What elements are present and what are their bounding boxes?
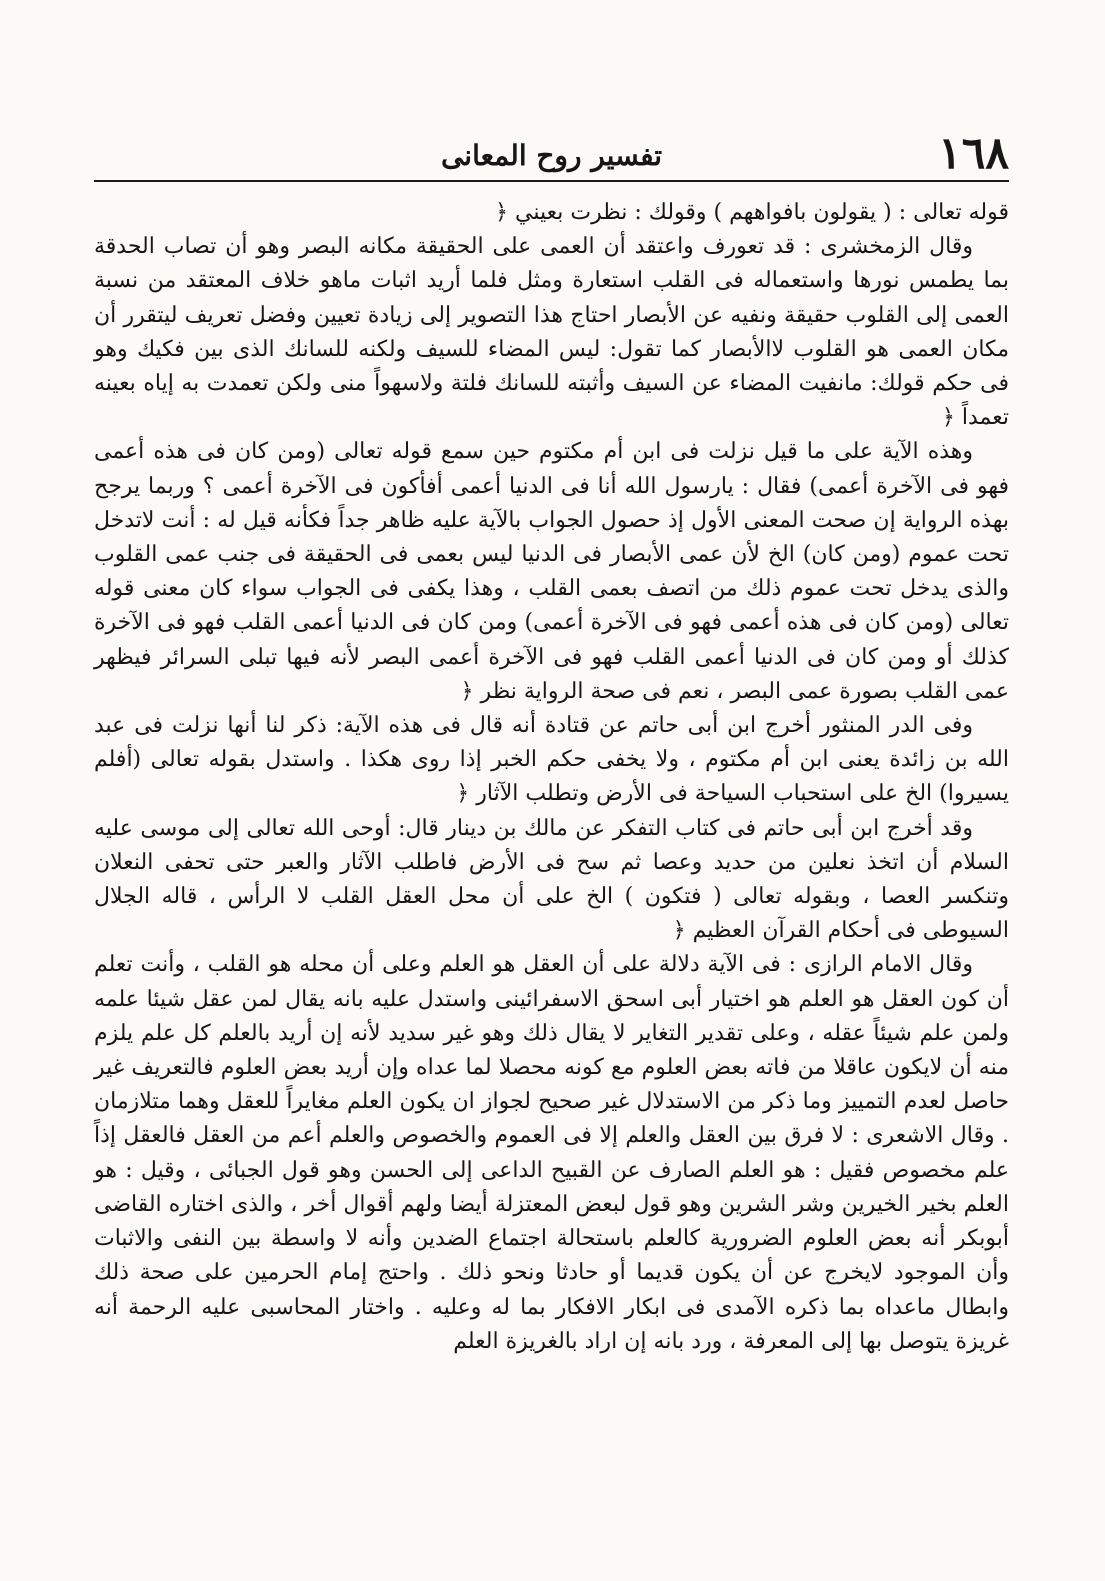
paragraph: وفى الدر المنثور أخرج ابن أبى حاتم عن قتادة أنه قال فى هذه الآية: ذكر لنا أنها نزلت فى عبد الله بن زائدة يعنى ابن أم مكتوم ، ولا يخفى حكم الخبر إذا روى هكذا . واستدل بقوله تعالى (أفلم يسيروا) الخ على استحباب السياحة فى الأرض وتطلب الآثار ﴿: [94, 713, 1009, 807]
page-number: ١٦٨: [938, 128, 1009, 179]
paragraph: وقال الزمخشرى : قد تعورف واعتقد أن العمى على الحقيقة مكانه البصر وهو أن تصاب الحدقة بما يطمس نورها واستعماله فى القلب استعارة ومثل فلما أريد اثبات ماهو خلاف المعتقد من نسبة العمى إلى القلوب حقيقة ونفيه عن الأبصار احتاج هذا التصوير إلى زيادة تعيين وفضل تعريف ليتقرر أن مكان العمى هو القلوب لاالأبصار كما تقول: ليس المضاء للسيف ولكنه للسانك الذى بين فكيك وهو فى حكم قولك: مانفيت المضاء عن السيف وأثبته للسانك فلتة ولاسهواً منى ولكن تعمدت به إياه بعينه تعمداً ﴿: [94, 234, 1009, 431]
header-rule: [94, 180, 1009, 182]
paragraph: وقد أخرج ابن أبى حاتم فى كتاب التفكر عن مالك بن دينار قال: أوحى الله تعالى إلى موسى عليه السلام أن اتخذ نعلين من حديد وعصا ثم سح فى الأرض فاطلب الآثار والعبر حتى تحفى النعلان وتنكسر العصا ، وبقوله تعالى ( فتكون ) الخ على أن محل العقل القلب لا الرأس ، قاله الجلال السيوطى فى أحكام القرآن العظيم ﴿: [94, 815, 1009, 944]
paragraph: وقال الامام الرازى : فى الآية دلالة على أن العقل هو العلم وعلى أن محله هو القلب ، وأنت تعلم أن كون العقل هو العلم هو اختيار أبى اسحق الاسفرائينى واستدل عليه بانه يقال لمن عقل شيئا علمه ولمن علم شيئاً عقله ، وعلى تقدير التغاير لا يقال ذلك وهو غير سديد لأنه إن أريد بالعلم كل علم يلزم منه أن لايكون عاقلا من فاته بعض العلوم مع كونه محصلا لما عداه وإن أريد بعض العلوم فالتعريف غير حاصل لعدم التمييز وما ذكر من الاستدلال غير صحيح لجواز ان يكون العلم مغايراً للعقل وهما متلازمان . وقال الاشعرى : لا فرق بين العقل والعلم إلا فى العموم والخصوص والعلم أعم من العقل فالعقل إذاً علم مخصوص فقيل : هو العلم الصارف عن القبيح الداعى إلى الحسن وهو قول الجبائى ، وقيل : هو العلم بخير الخيرين وشر الشرين وهو قول لبعض المعتزلة أيضا ولهم أقوال أخر ، والذى اختاره القاضى أبوبكر أنه بعض العلوم الضرورية كالعلم باستحالة اجتماع الضدين وأنه لا واسطة بين النفى والاثبات وأن الموجود لايخرج عن أن يكون قديما أو حادثا ونحو ذلك . واحتج إمام الحرمين على صحة ذلك وابطال ماعداه بما ذكره الآمدى فى ابكار الافكار بما له وعليه . واختار المحاسبى عليه الرحمة أنه غريزة يتوصل بها إلى المعرفة ، ورد بانه إن اراد بالغريزة العلم: [94, 952, 1009, 1354]
paragraph: وهذه الآية على ما قيل نزلت فى ابن أم مكتوم حين سمع قوله تعالى (ومن كان فى هذه أعمى فهو فى الآخرة أعمى) فقال : يارسول الله أنا فى الدنيا أعمى أفأكون فى الآخرة أعمى ؟ وربما يرجح بهذه الرواية إن صحت المعنى الأول إذ حصول الجواب بالآية عليه ظاهر جداً فكأنه قيل له : أنت لاتدخل تحت عموم (ومن كان) الخ لأن عمى الأبصار فى الدنيا ليس بعمى فى الحقيقة فى جنب عمى القلوب والذى يدخل تحت عموم ذلك من اتصف بعمى القلب ، وهذا يكفى فى الجواب سواء كان معنى قوله تعالى (ومن كان فى هذه أعمى فهو فى الآخرة أعمى) ومن كان فى الدنيا أعمى القلب فهو فى الآخرة كذلك أو ومن كان فى الدنيا أعمى القلب فهو فى الآخرة أعمى البصر لأنه فيها تبلى السرائر فيظهر عمى القلب بصورة عمى البصر ، نعم فى صحة الرواية نظر ﴿: [94, 439, 1009, 704]
running-title: تفسير روح المعانى: [440, 139, 663, 172]
page-header: [94, 118, 1009, 178]
paragraph: قوله تعالى : ( يقولون بافواههم ) وقولك : نظرت بعيني ﴿: [495, 200, 1009, 225]
body-text: [94, 196, 1009, 1359]
